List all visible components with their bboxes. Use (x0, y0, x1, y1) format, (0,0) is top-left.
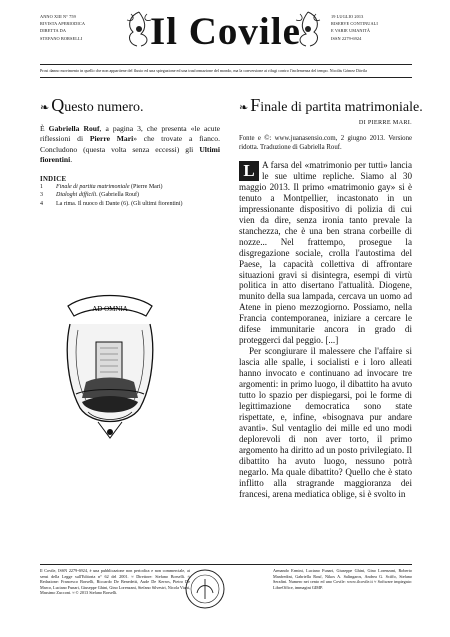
article-paragraph-1: L A farsa del «matrimonio per tutti» lancia le sue ultime repliche. Siamo al 30 maggio 2013. Il primo «matrimonio gay» si è tenuto a Montpellier, incastonato in un impressionante dispositivo di polizia di cui vien da dire, senza ironia tanto prevale la stanchezza, che è una ben strana corbeille di nozze... Nel frattempo, prosegue la disgregazione sociale, crolla l'autostima del Paese, la capacità collettiva di affrontare situazioni gravi si disintegra, esempi di virtù politica in atto disertano l'attualità. Diogene, munito della sua lampada, cercava un uomo ad Atene in pieno mezzogiorno. Possiamo, nella Francia contemporanea, iniziare a cercare le difese immunitarie ancora in grado di proteggerci dal peggio. [...] (239, 160, 412, 346)
issue-number: ANNO XIII N° 759 (40, 14, 76, 19)
subtitle-line-2: E VARIE UMANITÀ (331, 28, 371, 34)
index-item[interactable]: 1 Finale di partita matrimoniale (Pierre Mari) (40, 183, 163, 190)
issue-date: 19 LUGLIO 2013 (331, 14, 364, 19)
magazine-type: RIVISTA APERIODICA (40, 21, 86, 27)
director-label: DIRETTA DA (40, 28, 67, 34)
index-item[interactable]: 3 Dialoghi difficili. (Gabriella Rouf) (40, 192, 139, 199)
masthead-rule-bottom (40, 77, 412, 78)
leaf-ornament-icon: ❧ (40, 102, 50, 114)
intro-paragraph: È Gabriella Rouf, a pagina 3, che presenta «le acute riflessioni di Pierre Mari» che trovate a fianco. Concludono (questa volta senza eccessi) gli Ultimi fiorentini. (40, 124, 220, 165)
footer-right-text: Armando Ermini, Luciano Funari, Giuseppe Ghini, Gino Lorenzani, Roberto Manfredini, Gabriella Rouf, Nikos A. Salingaros, Andrea G. Sciffo, Stefano Serafini. Numero nei cento ed uno Covile: www.ilcovile.it ≈ Software impiegato: LibreOffice, immagini GIMP. (273, 568, 412, 590)
publisher-seal-icon (183, 567, 227, 611)
article-paragraph-2: Per scongiurare il malessere che l'affaire si lascia alle spalle, i socialisti e i loro alleati hanno invocato e continuano ad invocare tre argomenti: in primo luogo, il dibattito ha avuto tutto lo spazio per dispiegarsi, poi le forme di legittimazione democratica sono state rispettate, e, infine, «bisognava pur andare avanti». Sul ventaglio dei mille ed uno modi deplorevoli di non aver torto, il primo argomento ha diritto ad un posto privilegiato. Il dibattito ha avuto luogo, nessuno potrà negarlo. Ma quale dibattito? Quello che è stato inflitto alla stragrande maggioranza dei francesi, arena mediatica oblige, si è svolto in (239, 346, 412, 499)
right-ornament-icon (292, 10, 324, 48)
article-byline: DI PIERRE MARI. (358, 119, 412, 126)
author-pierre-mari: Pierre Mari (89, 134, 134, 144)
masthead-info-right (331, 13, 378, 42)
index-item[interactable]: 4 La rima. Il nuoco di Dante (6). (Gli ultimi fiorentini) (40, 200, 183, 207)
engraving-illustration (58, 290, 162, 442)
issn: ISSN 2279-6924 (331, 35, 362, 41)
footer-rule (40, 564, 412, 565)
masthead-rule-top (40, 64, 412, 65)
index-heading: INDICE (40, 175, 67, 183)
article-source: Fonte e ©: www.juanasensio.com, 2 giugno 2013. Versione ridotta. Traduzione di Gabriella Rouf. (239, 135, 412, 151)
masthead-motto: Prosi danno movimento in quello che non appartiene del fluxio ed una spiegazione ed una trasformazione del mondo, ma la conversione ai rifugi contro l'inclemenza del tempo. Nicolás Gómez Dávila (40, 68, 367, 73)
left-column (40, 96, 220, 208)
leaf-ornament-icon: ❧ (239, 102, 249, 114)
masthead-title: Il Covile (150, 10, 301, 53)
right-column (239, 95, 423, 500)
article-title: ❧ Finale di partita matrimoniale. (239, 95, 423, 115)
author-gabriella-rouf: Gabriella Rouf (48, 124, 100, 133)
drop-cap: L (239, 161, 259, 181)
director-name: STEFANO BORSELLI (40, 35, 83, 41)
masthead-info-left (40, 13, 85, 42)
ultimi-fiorentini-link: Ultimi fiorentini (40, 144, 220, 165)
subtitle-line-1: RISERVE CONTINUALI (331, 21, 378, 27)
section-heading-questo-numero: ❧ Questo numero. (40, 95, 144, 115)
engraving-motto: AD OMNIA (92, 305, 128, 313)
footer-left-text: Il Covile, ISSN 2279-6924, è una pubblicazione non periodica e non commerciale, ai sensi della Legge sull'Editoria n° 62 del 2001. ≈ Direttore: Stefano Borselli. ≈ Redazione: Francesco Borselli, Riccardo De Benedetti, Aude De Kerros, Pietro De Marco, Luciano Funari, Giuseppe Ghini, Gino Lorenzani, Stefano Silvestri, Nicola Viani, Massimo Zucconi. ≈ © 2013 Stefano Borselli. (40, 568, 190, 596)
masthead (0, 0, 450, 86)
